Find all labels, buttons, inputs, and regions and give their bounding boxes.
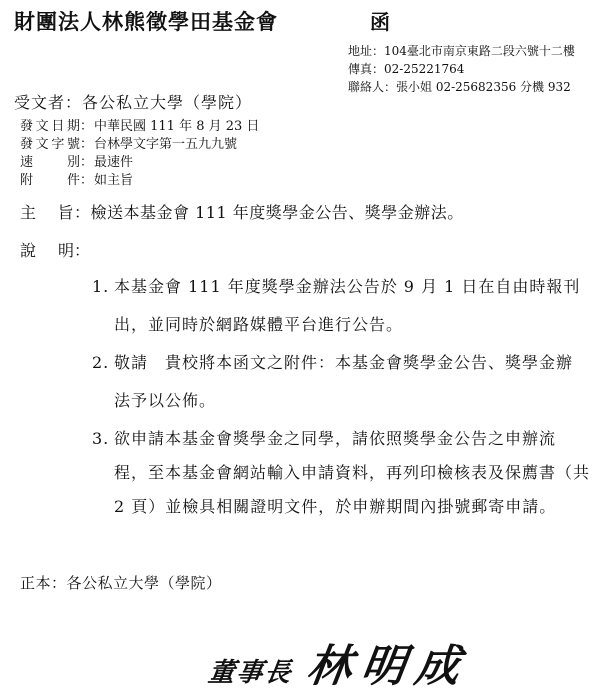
explanation-item-1 [92, 274, 580, 297]
subject: 主旨：檢送本基金會 111 年度獎學金公告、獎學金辦法。 [20, 200, 464, 223]
signature-name: 林明成 [303, 641, 473, 692]
item-number: 1. [92, 277, 110, 296]
item-line: 本基金會 111 年度獎學金辦法公告於 9 月 1 日在自由時報刊 [114, 277, 581, 296]
item-line: 程，至本基金會網站輸入申請資料，再列印檢核表及保薦書（共 [114, 463, 591, 482]
meta-value: 中華民國 111 年 8 月 23 日 [94, 119, 260, 134]
meta-row-number: 發文字號：台林學文字第一五九九號 [20, 137, 238, 152]
recipient: 受文者：各公私立大學（學院） [14, 93, 253, 112]
item-line: 出，並同時於網路媒體平台進行公告。 [114, 315, 404, 334]
meta-row-attachment: 附件：如主旨 [20, 173, 134, 188]
meta-row-date: 發文日期：中華民國 111 年 8 月 23 日 [20, 119, 260, 134]
item-line: 欲申請本基金會獎學金之同學，請依照獎學金公告之申辦流 [114, 429, 557, 448]
signature-title: 董事長 [206, 658, 295, 688]
address-line: 地址：104臺北市南京東路二段六號十二樓 [348, 44, 575, 58]
explanation-item-3 [92, 426, 556, 449]
meta-label: 速別 [20, 155, 80, 170]
explanation-item-2 [92, 350, 573, 373]
item-line: 2 頁）並檢具相關證明文件，於申辦期間內掛號郵寄申請。 [114, 497, 557, 516]
explanation-heading: 說明： [20, 238, 90, 261]
meta-value: 最速件 [94, 155, 134, 170]
subject-label: 主旨 [20, 203, 74, 222]
item-line: 敬請 貴校將本函文之附件：本基金會獎學金公告、獎學金辦 [114, 353, 574, 372]
subject-text: 檢送本基金會 111 年度獎學金公告、獎學金辦法。 [90, 203, 464, 222]
contact-line: 聯絡人：張小姐 02-25682356 分機 932 [348, 80, 571, 94]
meta-label: 附件 [20, 173, 80, 188]
item-number: 2. [92, 353, 110, 372]
meta-label: 發文字號 [20, 137, 80, 152]
document-type: 函 [370, 10, 390, 34]
meta-row-speed: 速別：最速件 [20, 155, 134, 170]
item-line: 法予以公佈。 [114, 391, 217, 410]
cc-line: 正本：各公私立大學（學院） [20, 574, 222, 592]
signature [206, 630, 475, 694]
explanation-label: 說明 [20, 241, 74, 260]
meta-value: 台林學文字第一五九九號 [94, 137, 238, 152]
item-number: 3. [92, 429, 110, 448]
meta-value: 如主旨 [94, 173, 134, 188]
meta-label: 發文日期 [20, 119, 80, 134]
fax-line: 傳真：02-25221764 [348, 62, 465, 76]
organization-name: 財團法人林熊徵學田基金會 [14, 9, 278, 34]
